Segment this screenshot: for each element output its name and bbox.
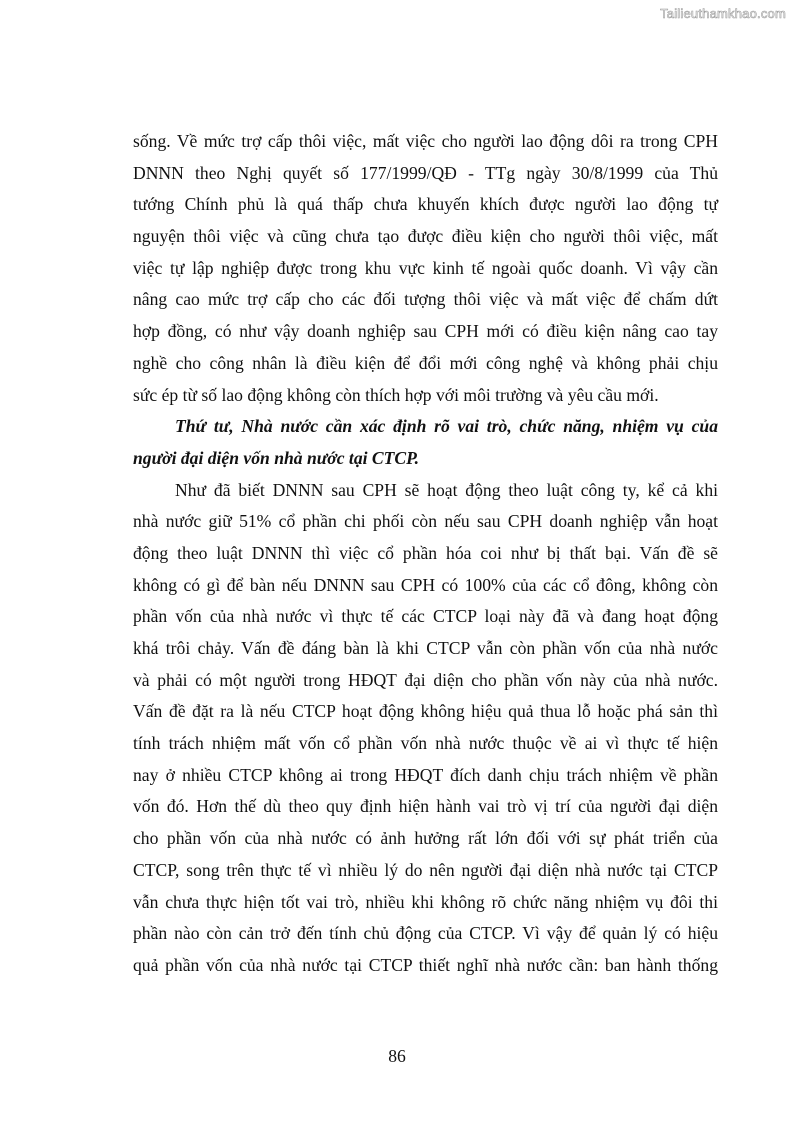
text-line: sống. Về mức trợ cấp thôi việc, mất việc cho người lao động dôi ra trong CPH [133,131,718,151]
text-line: nâng cao mức trợ cấp cho các đối tượng thôi việc và mất việc để chấm dứt [133,289,718,310]
text-line: và phải có một người trong HĐQT đại diện cho phần vốn này của nhà nước. [133,669,718,690]
text-line: việc tự lập nghiệp được trong khu vực kinh tế ngoài quốc doanh. Vì vậy cần [133,257,718,278]
text-line: quả phần vốn của nhà nước tại CTCP thiết nghĩ nhà nước cần: ban hành thống [133,954,718,975]
text-line: vốn đó. Hơn thế dù theo quy định hiện hành vai trò vị trí của người đại diện [133,796,718,817]
text-line: Vấn đề đặt ra là nếu CTCP hoạt động không hiệu quả thua lỗ hoặc phá sản thì [133,701,718,722]
text-line: Như đã biết DNNN sau CPH sẽ hoạt động theo luật công ty, kể cả khi [175,479,718,500]
page-number: 86 [388,1046,406,1066]
text-line: sức ép từ số lao động không còn thích hợp với môi trường và yêu cầu mới. [133,384,659,405]
text-line: phần nào còn cản trở đến tính chủ động của CTCP. Vì vậy để quản lý có hiệu [133,923,718,944]
text-line: DNNN theo Nghị quyết số 177/1999/QĐ - TTg ngày 30/8/1999 của Thủ [133,162,718,183]
text-line: nguyện thôi việc và cũng chưa tạo được điều kiện cho người thôi việc, mất [133,226,718,247]
text-line: không có gì để bàn nếu DNNN sau CPH có 100% của các cổ đông, không còn [133,574,718,595]
text-line: vẫn chưa thực hiện tốt vai trò, nhiều khi không rõ chức năng nhiệm vụ đôi thi [133,891,718,912]
text-line: tướng Chính phủ là quá thấp chưa khuyến khích được người lao động tự [133,194,718,215]
page-body [133,126,718,982]
watermark: Tailieuthamkhao.com [660,6,786,21]
text-line: phần vốn của nhà nước vì thực tế các CTCP loại này đã và đang hoạt động [133,606,718,627]
section-heading-line: Thứ tư, Nhà nước cần xác định rõ vai trò, chức năng, nhiệm vụ của [175,416,718,437]
text-line: nghề cho công nhân là điều kiện để đổi mới công nghệ và không phải chịu [133,352,718,373]
text-line: tính trách nhiệm mất vốn cổ phần vốn nhà nước thuộc về ai vì thực tế hiện [133,733,718,754]
text-line: cho phần vốn của nhà nước có ảnh hưởng rất lớn đối với sự phát triển của [133,828,718,849]
text-line: hợp đồng, có như vậy doanh nghiệp sau CPH mới có điều kiện nâng cao tay [133,321,718,342]
text-line: động theo luật DNNN thì việc cổ phần hóa coi như bị thất bại. Vấn đề sẽ [133,542,718,563]
section-heading-line: người đại diện vốn nhà nước tại CTCP. [133,447,420,468]
text-line: nhà nước giữ 51% cổ phần chi phối còn nếu sau CPH doanh nghiệp vẫn hoạt [133,511,718,532]
text-line: CTCP, song trên thực tế vì nhiều lý do nên người đại diện nhà nước tại CTCP [133,859,718,880]
text-line: nay ở nhiều CTCP không ai trong HĐQT đích danh chịu trách nhiệm về phần [133,764,718,785]
text-line: khá trôi chảy. Vấn đề đáng bàn là khi CTCP vẫn còn phần vốn của nhà nước [133,638,718,658]
